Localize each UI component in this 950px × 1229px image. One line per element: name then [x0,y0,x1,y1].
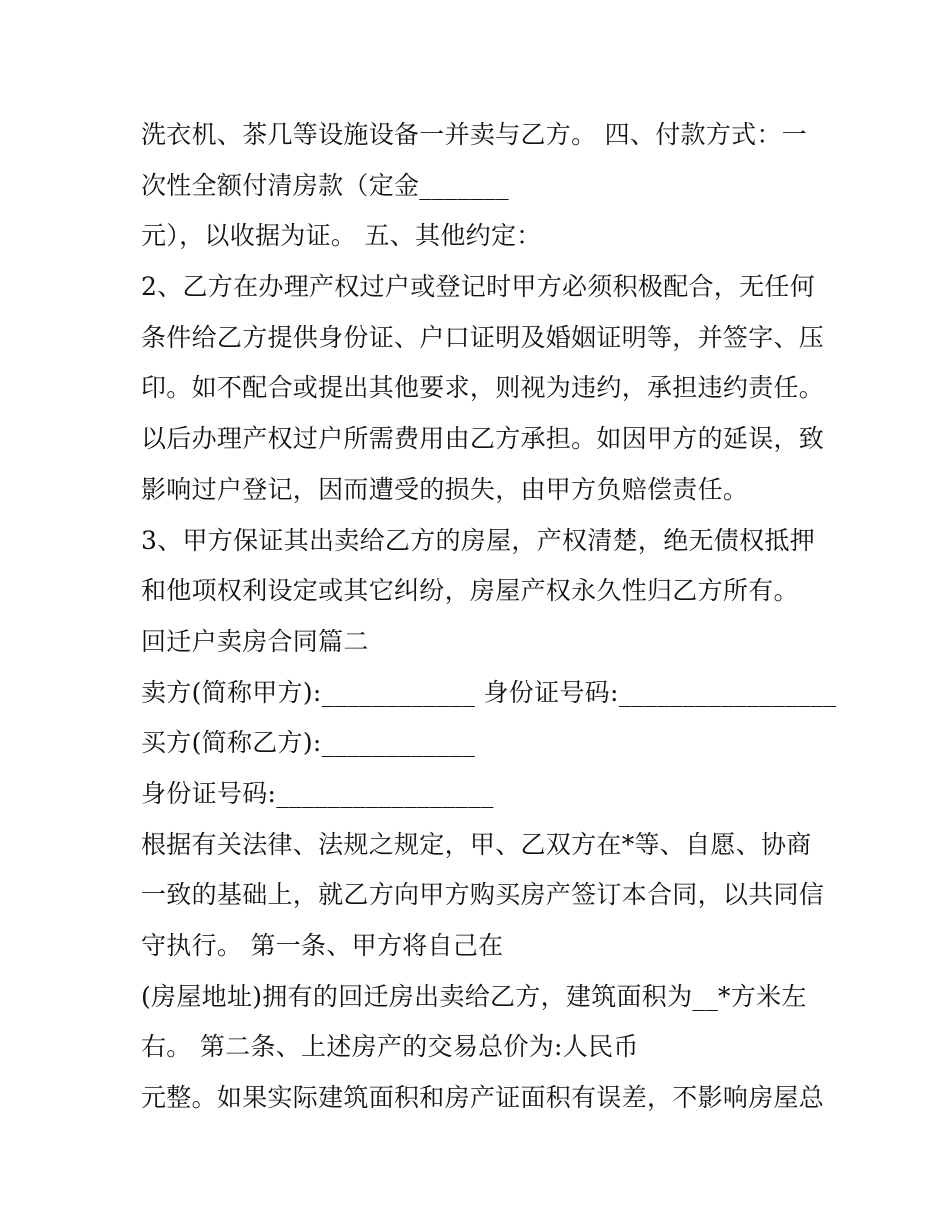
text-line: 元整。如果实际建筑面积和房产证面积有误差，不影响房屋总 [141,1083,825,1113]
text-line: 3、甲方保证其出卖给乙方的房屋，产权清楚，绝无债权抵押 [141,525,816,555]
text-line: 影响过户登记，因而遭受的损失，由甲方负赔偿责任。 [141,474,749,504]
text-line: 一致的基础上，就乙方向甲方购买房产签订本合同，以共同信 [141,880,825,910]
text-line: 以后办理产权过户所需费用由乙方承担。如因甲方的延误，致 [141,424,825,454]
text-line: 和他项权利设定或其它纠纷，房屋产权永久性归乙方所有。 [141,576,799,606]
text-line: 次性全额付清房款（定金_______ [141,170,509,200]
section-heading: 回迁户卖房合同篇二 [141,626,369,656]
text-line: 身份证号码:_________________ [141,778,494,808]
text-line: 守执行。 第一条、甲方将自己在 [141,931,504,960]
text-line: 2、乙方在办理产权过户或登记时甲方必须积极配合，无任何 [141,272,816,302]
text-line: 元），以收据为证。 五、其他约定： [141,221,542,251]
text-line: 右。 第二条、上述房产的交易总价为:人民币 [141,1032,639,1062]
text-line: 买方(简称乙方):____________ [141,728,476,758]
document-body [141,110,837,1124]
text-line: 卖方(简称甲方):____________ 身份证号码:_________________ [141,677,837,707]
text-line: 根据有关法律、法规之规定，甲、乙双方在*等、自愿、协商 [141,829,812,859]
text-line: 条件给乙方提供身份证、户口证明及婚姻证明等，并签字、压 [141,322,825,352]
text-line: 印。如不配合或提出其他要求，则视为违约，承担违约责任。 [141,373,825,403]
text-line: 洗衣机、茶几等设施设备一并卖与乙方。 四、付款方式：一 [141,120,808,149]
text-line: (房屋地址)拥有的回迁房出卖给乙方，建筑面积为__*方米左 [141,981,807,1011]
